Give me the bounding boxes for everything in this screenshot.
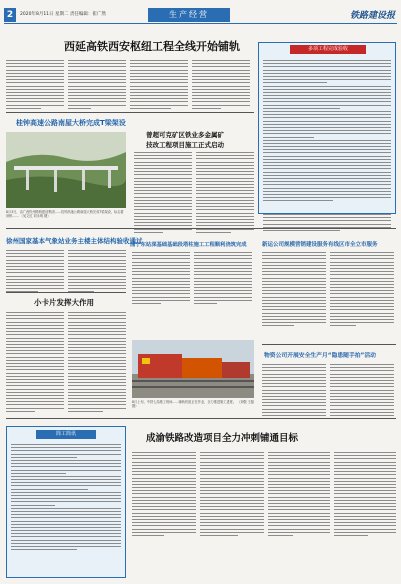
lead-divider <box>6 112 254 113</box>
xinyun-text-col1 <box>262 252 326 329</box>
mid-divider <box>6 228 396 229</box>
bridge-headline: 桂钟高速公路南屋大桥完成T梁架设 <box>16 119 126 127</box>
lead-headline: 西延高铁西安枢纽工程全线开始铺轨 <box>64 40 240 53</box>
sidebar-text-2 <box>263 214 391 233</box>
chengyu-text-col1 <box>132 452 196 538</box>
bridge-photo-image <box>6 132 126 208</box>
wuzi-divider <box>262 344 396 345</box>
paper-name: 铁路建设报 <box>349 11 395 21</box>
bottom-divider <box>6 418 396 419</box>
xuzhou-text-col2 <box>68 250 126 295</box>
lead-text-col3 <box>130 60 188 111</box>
mining-headline-2: 技改工程项目施工正式启动 <box>146 141 224 149</box>
xiaoniu-text-col1 <box>6 312 64 414</box>
page-number: 2 <box>4 8 16 22</box>
chengyu-headline: 成渝铁路改造项目全力冲刺铺通目标 <box>146 433 299 444</box>
bridge-credit: （吴文红 刘永明 摄） <box>19 214 51 218</box>
bridge-caption <box>6 210 124 218</box>
train-caption <box>132 400 254 408</box>
train-photo <box>132 340 254 398</box>
chengyu-text-col2 <box>200 452 264 538</box>
page-header <box>4 8 397 22</box>
wuzi-headline: 物资公司开展安全生产月“隐患随手拍”活动 <box>264 353 376 359</box>
chengyu-text-col3 <box>268 452 330 538</box>
chengyu-text-col4 <box>334 452 396 538</box>
briefs-text <box>11 444 121 552</box>
wuzi-text-col1 <box>262 364 326 421</box>
mining-text-col2 <box>196 152 254 235</box>
train-caption-text: 8月上旬，中铁七局施工现场……铺轨机组正在作业，全力推进施工进度。 <box>132 400 237 404</box>
xuzhou-headline: 徐州国家基本气象站业务主楼主体结构验收通过 <box>6 237 143 245</box>
train-photo-image <box>132 340 254 398</box>
briefs-title: 简工简讯 <box>36 430 96 439</box>
bridge-photo <box>6 132 126 208</box>
lead-text-col4 <box>192 60 250 111</box>
date-line: 2020年8月11日 星期二 责任编辑：崔广然 <box>20 12 106 17</box>
pudong-text-col1 <box>132 252 190 306</box>
wuzi-text-col2 <box>330 364 394 421</box>
xiaoniu-text-col2 <box>68 312 126 414</box>
mining-text-col1 <box>134 152 192 235</box>
pudong-headline: 浦宁东站深基础基础段塔柱施工工程顺利浇筑完成 <box>130 242 247 248</box>
mining-headline-1: 曾超可克矿区铁业多金属矿 <box>146 131 224 139</box>
lead-text-col2 <box>68 60 126 111</box>
xuzhou-text-col1 <box>6 250 64 295</box>
xiaoniu-divider <box>6 292 126 293</box>
xinyun-headline: 新运公司规模营销建设服务有线区市全立市服务 <box>262 242 378 248</box>
header-rule <box>4 23 397 24</box>
xiaoniu-headline: 小卡片发挥大作用 <box>34 298 94 307</box>
section-label: 生产经营 <box>148 8 230 22</box>
sidebar-title: 多项工程完成验收 <box>290 45 366 54</box>
train-credit: （刘强 王磊 摄） <box>132 400 254 408</box>
pudong-text-col2 <box>194 252 252 306</box>
xinyun-text-col2 <box>330 252 394 329</box>
lead-text-col1 <box>6 60 64 111</box>
bridge-caption-text: 8月3日，由广西钦州路桥建设集团……桂钟高速公路南屋大桥完成T梁架设，标志着该桥…… <box>6 210 124 218</box>
sidebar-text <box>263 60 391 203</box>
